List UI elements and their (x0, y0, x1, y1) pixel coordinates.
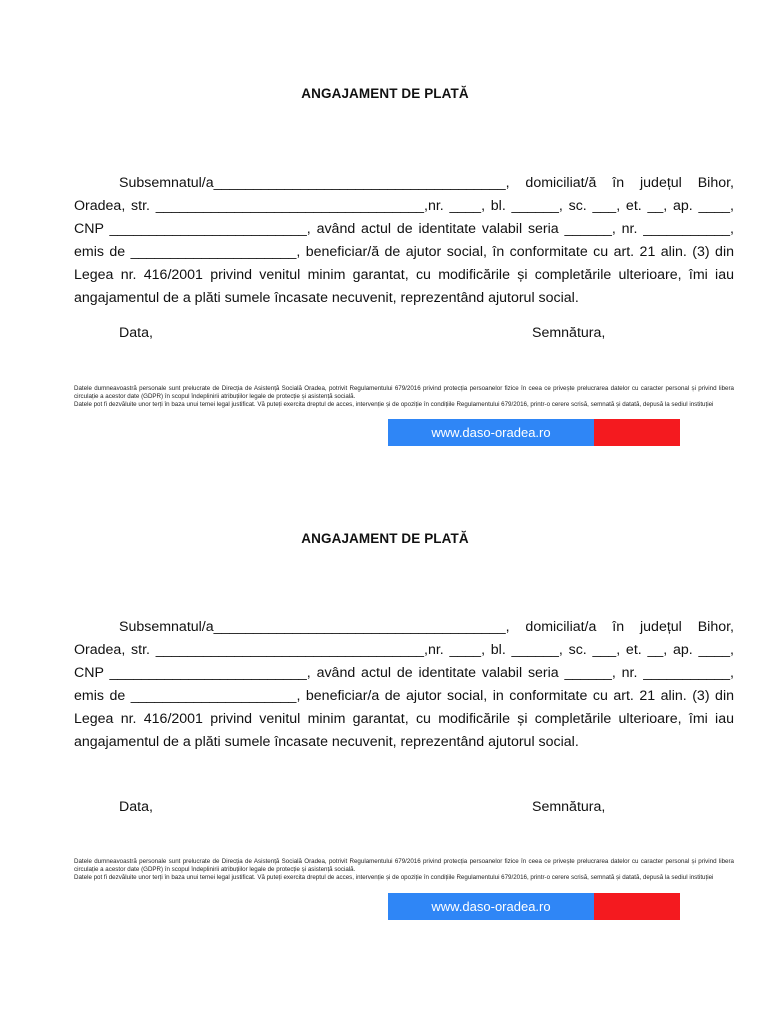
banner-red-block (594, 419, 680, 446)
date-label: Data, (119, 325, 153, 341)
commitment-paragraph: Subsemnatul/a_____________________________________, domiciliat/a în județul Bihor, Oradea, str. __________________________________,nr. ____, bl. ______, sc. ___, et. __, ap. ____, CNP _________________________, având actul de identitate valabil seria ______, nr. ___________, emis de _____________________, beneficiar/a de ajutor social, in conformitate cu art. 21 alin. (3) din Legea nr. 416/2001 privind venitul minim garantat, cu modificările și completările ulterioare, îmi iau angajamentul de a plăti sumele încasate necuvenit, reprezentând ajutorul social. (74, 619, 734, 750)
signature-label: Semnătura, (532, 799, 606, 815)
website-url[interactable]: www.daso-oradea.ro (388, 419, 594, 446)
website-url[interactable]: www.daso-oradea.ro (388, 893, 594, 920)
form-body (74, 172, 734, 310)
commitment-paragraph: Subsemnatul/a_____________________________________, domiciliat/ă în județul Bihor, Oradea, str. __________________________________,nr. ____, bl. ______, sc. ___, et. __, ap. ____, CNP _________________________, având actul de identitate valabil seria ______, nr. ___________, emis de _____________________, beneficiar/ă de ajutor social, în conformitate cu art. 21 alin. (3) din Legea nr. 416/2001 privind venitul minim garantat, cu modificările și completările ulterioare, îmi iau angajamentul de a plăti sumele încasate necuvenit, reprezentând ajutorul social. (74, 175, 734, 306)
form-title: ANGAJAMENT DE PLATĂ (301, 531, 469, 546)
banner-red-block (594, 893, 680, 920)
form-title: ANGAJAMENT DE PLATĂ (301, 86, 469, 101)
signature-label: Semnătura, (532, 325, 606, 341)
gdpr-notice (74, 385, 734, 410)
website-banner (388, 893, 680, 920)
gdpr-line-1: Datele dumneavoastră personale sunt prelucrate de Direcția de Asistență Socială Oradea, potrivit Regulamentului 679/2016 privind protecția persoanelor fizice în ceea ce privește prelucrarea datelor cu caracter personal și privind libera circulație a acestor date (GDPR) în scopul îndeplinirii atribuțiilor legale de protecție și asistență socială. (74, 858, 734, 874)
form-body (74, 616, 734, 754)
website-banner (388, 419, 680, 446)
date-label: Data, (119, 799, 153, 815)
gdpr-line-1: Datele dumneavoastră personale sunt prelucrate de Direcția de Asistență Socială Oradea, potrivit Regulamentului 679/2016 privind protecția persoanelor fizice în ceea ce privește prelucrarea datelor cu caracter personal și privind libera circulație a acestor date (GDPR) în scopul îndeplinirii atribuțiilor legale de protecție și asistență socială. (74, 385, 734, 401)
gdpr-line-2: Datele pot fi dezvăluite unor terți în baza unui temei legal justificat. Vă puteți exercita dreptul de acces, intervenție și de opoziție în condițiile Regulamentului 679/2016, printr-o cerere scrisă, semnată și datată, depusă la sediul instituției (74, 874, 714, 882)
gdpr-notice (74, 858, 734, 883)
gdpr-line-2: Datele pot fi dezvăluite unor terți în baza unui temei legal justificat. Vă puteți exercita dreptul de acces, intervenție și de opoziție în condițiile Regulamentului 679/2016, printr-o cerere scrisă, semnată și datată, depusă la sediul instituției (74, 401, 714, 409)
